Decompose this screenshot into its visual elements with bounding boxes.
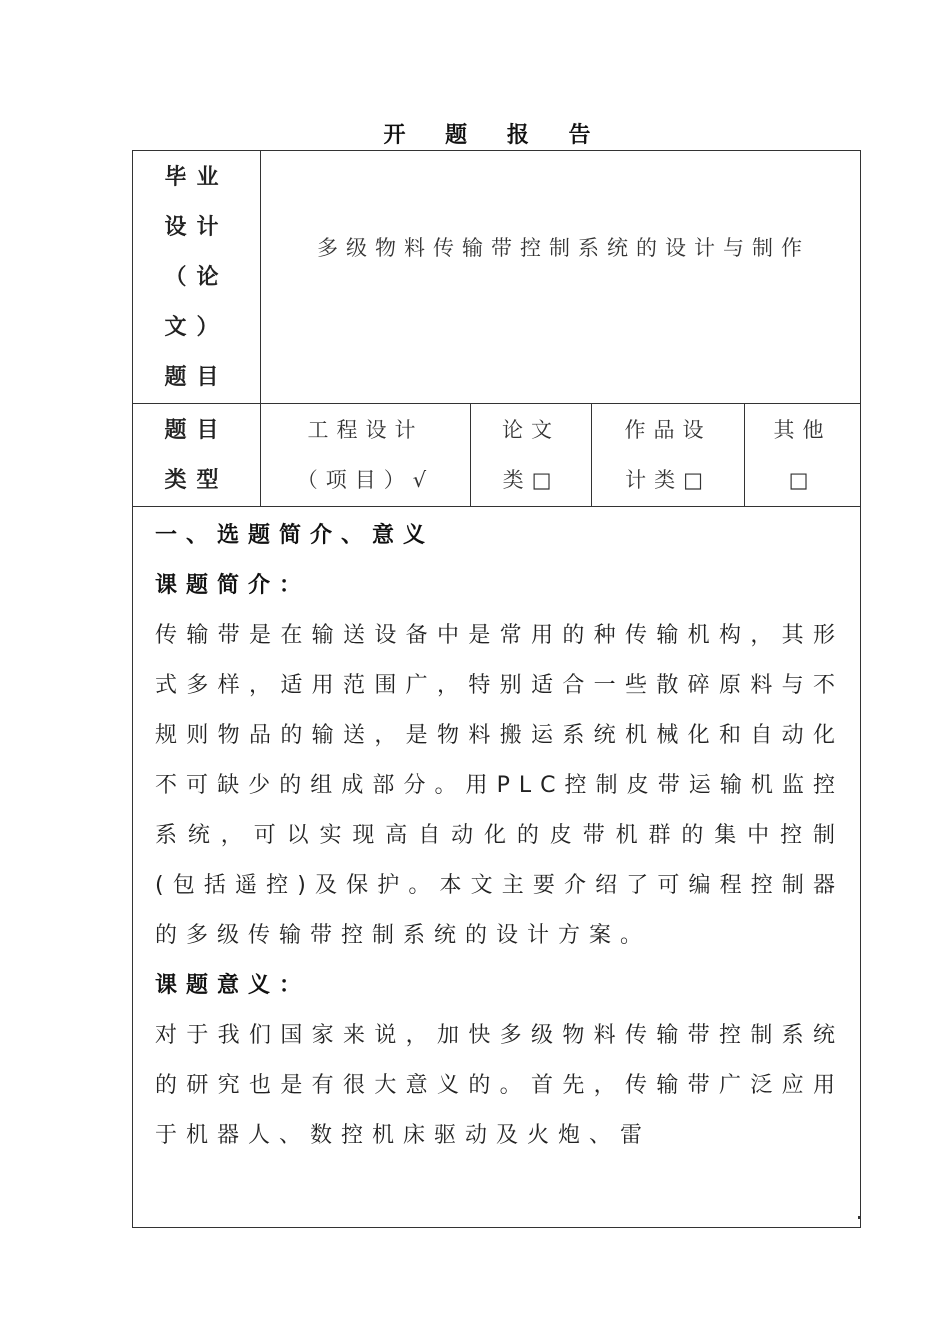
type-option-line: 作品设 — [624, 418, 712, 442]
page-title: 开 题 报 告 — [383, 123, 607, 148]
type-option-line: 其他 — [773, 418, 832, 442]
report-table — [132, 150, 861, 1228]
topic-value: 多级物料传输带控制系统的设计与制作 — [317, 236, 810, 260]
section-heading: 一、选题简介、意义 — [155, 523, 435, 548]
type-label-line: 题目 — [164, 418, 229, 443]
type-label-cell — [133, 404, 261, 507]
report-body-cell — [133, 507, 861, 1228]
type-option-work — [592, 404, 745, 507]
topic-label-line: 设计 — [164, 215, 229, 240]
type-label-line: 类型 — [164, 468, 229, 493]
topic-label-line: 文） — [164, 315, 229, 340]
type-option-line: 论文 — [502, 418, 560, 442]
meaning-paragraph: 对于我们国家来说，加快多级物料传输带控制系统的研究也是有很大意义的。首先，传输带广泛应用于机器人、数控机床驱动及火炮、雷 — [155, 1023, 844, 1148]
type-option-line: 计类□ — [625, 468, 711, 492]
topic-label-line: （论 — [164, 265, 229, 290]
intro-heading: 课题简介： — [155, 573, 311, 598]
type-option-line: □ — [788, 468, 817, 492]
topic-label-line: 题目 — [164, 365, 229, 390]
type-option-other — [745, 404, 861, 507]
type-option-engineering — [261, 404, 471, 507]
type-option-line: 类□ — [502, 468, 560, 492]
topic-label-line: 毕业 — [164, 165, 229, 190]
meaning-heading: 课题意义： — [155, 973, 311, 998]
topic-label-cell — [133, 151, 261, 404]
topic-value-cell — [261, 151, 861, 404]
type-option-line: 工程设计 — [307, 418, 424, 442]
page-edge-mark — [858, 1216, 861, 1219]
intro-paragraph: 传输带是在输送设备中是常用的种传输机构，其形式多样，适用范围广，特别适合一些散碎原料与不规则物品的输送，是物料搬运系统机械化和自动化不可缺少的组成部分。用PLC控制皮带运输机监控系统，可以实现高自动化的皮带机群的集中控制(包括遥控)及保护。本文主要介绍了可编程控制器的多级传输带控制系统的设计方案。 — [155, 623, 844, 948]
type-option-line: （项目）√ — [296, 468, 435, 492]
type-option-thesis — [471, 404, 592, 507]
